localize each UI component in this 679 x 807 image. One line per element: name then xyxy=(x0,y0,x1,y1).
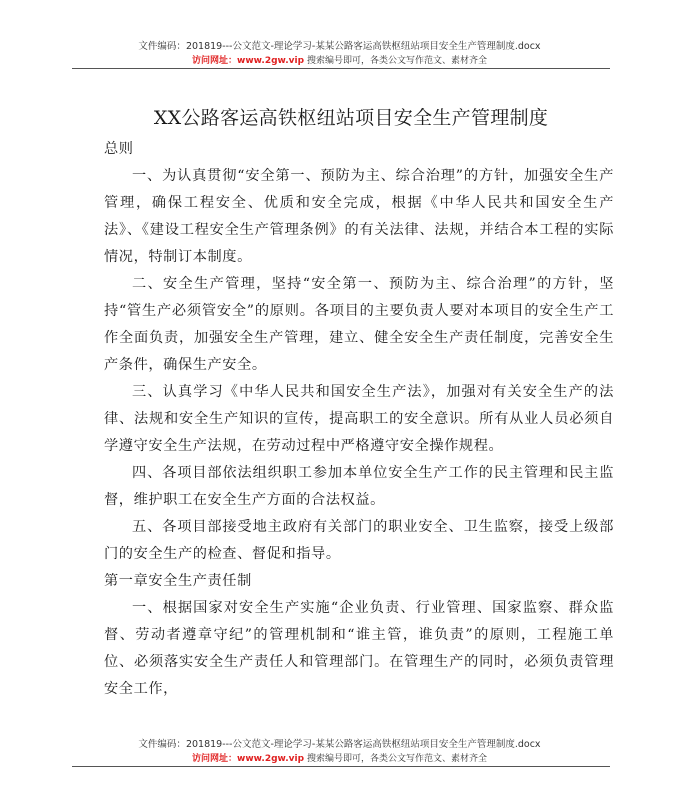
footer-site-label: 访问网址： xyxy=(192,754,238,764)
paragraph-4: 四、各项目部依法组织职工参加本单位安全生产工作的民主管理和民主监督，维护职工在安全生产方面的合法权益。 xyxy=(104,465,614,508)
footer-site-line xyxy=(0,752,679,766)
footer-file-code: 201819---公文范文-理论学习-某某公路客运高铁枢纽站项目安全生产管理制度.docx xyxy=(185,739,541,750)
section-general-heading: 总则 xyxy=(104,141,134,157)
site-note: 搜索编号即可，各类公文写作范文、素材齐全 xyxy=(306,56,487,66)
document-title: XX公路客运高铁枢纽站项目安全生产管理制度 xyxy=(153,107,549,129)
site-label: 访问网址： xyxy=(192,56,238,66)
page-header xyxy=(0,40,679,68)
paragraph-5: 五、各项目部接受地主政府有关部门的职业安全、卫生监察，接受上级部门的安全生产的检查、督促和指导。 xyxy=(104,519,614,562)
page-footer xyxy=(0,738,679,766)
site-line xyxy=(0,54,679,68)
paragraph-3: 三、认真学习《中华人民共和国安全生产法》，加强对有关安全生产的法律、法规和安全生产知识的宣传，提高职工的安全意识。所有从业人员必须自学遵守安全生产法规，在劳动过程中严格遵守安全操作规程。 xyxy=(104,384,614,454)
site-url-link[interactable]: www.2gw.vip xyxy=(237,56,305,66)
footer-site-url-link[interactable]: www.2gw.vip xyxy=(237,754,305,764)
chapter-1-heading: 第一章安全生产责任制 xyxy=(104,573,252,589)
document-body xyxy=(104,103,614,703)
paragraph-2: 二、安全生产管理，坚持“安全第一、预防为主、综合治理”的方针，坚持“管生产必须管安全”的原则。各项目的主要负责人要对本项目的安全生产工作全面负责，加强安全生产管理，建立、健全安全生产责任制度，完善安全生产条件，确保生产安全。 xyxy=(104,276,614,373)
paragraph-6: 一、根据国家对安全生产实施“企业负责、行业管理、国家监察、群众监督、劳动者遵章守纪”的管理机制和“谁主管，谁负责”的原则，工程施工单位、必须落实安全生产责任人和管理部门。在管理生产的同时，必须负责管理安全工作， xyxy=(104,600,614,697)
footer-file-code-line xyxy=(0,738,679,752)
file-code-line xyxy=(0,40,679,54)
file-code-label: 文件编码： xyxy=(138,41,186,52)
footer-rule xyxy=(72,766,610,767)
file-code: 201819---公文范文-理论学习-某某公路客运高铁枢纽站项目安全生产管理制度.docx xyxy=(185,41,541,52)
header-rule xyxy=(72,68,610,69)
footer-site-note: 搜索编号即可，各类公文写作范文、素材齐全 xyxy=(306,754,487,764)
footer-file-code-label: 文件编码： xyxy=(138,739,186,750)
paragraph-1: 一、为认真贯彻“安全第一、预防为主、综合治理”的方针，加强安全生产管理，确保工程安全、优质和安全完成，根据《中华人民共和国安全生产法》、《建设工程安全生产管理条例》的有关法律、法规，并结合本工程的实际情况，特制订本制度。 xyxy=(104,168,614,265)
